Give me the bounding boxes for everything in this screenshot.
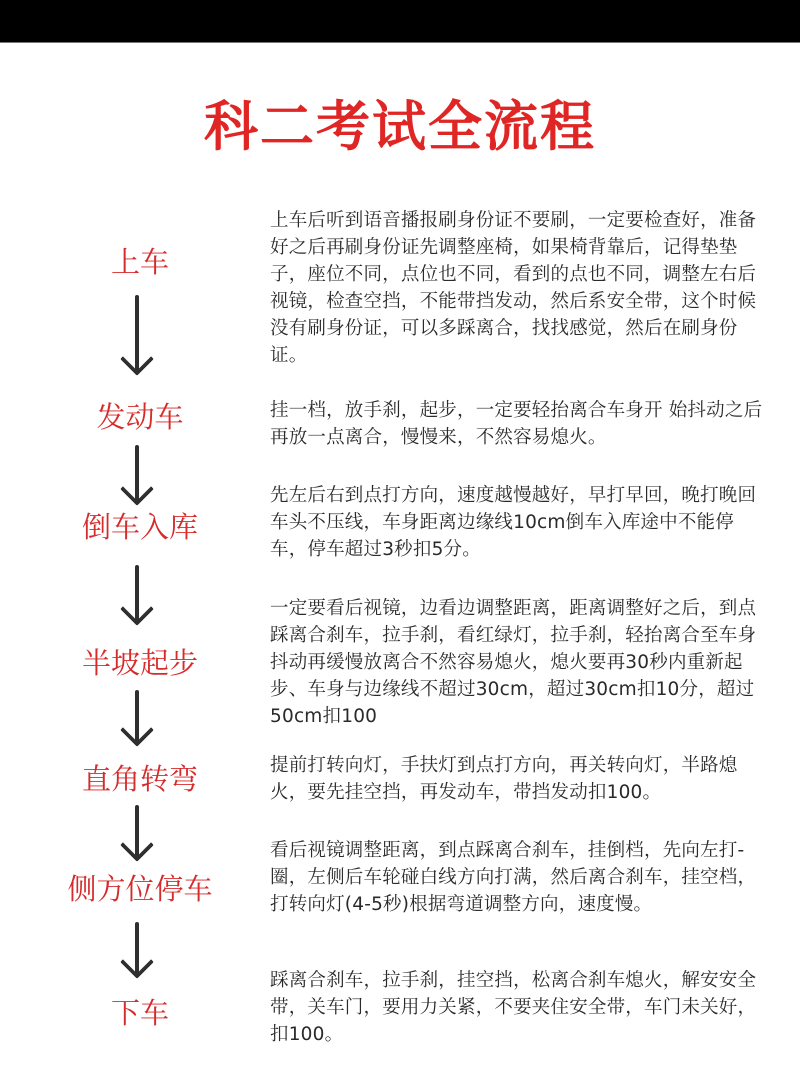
arrow-down-icon <box>122 445 152 505</box>
step-label-reverse-parking: 倒车入库 <box>81 510 198 544</box>
step-label-boarding: 上车 <box>110 245 169 279</box>
arrow-down-icon <box>122 295 152 375</box>
step-description-parallel-parking: 看后视镜调整距离，到点踩离合刹车，挂倒档，先向左打-圈，左侧后车轮碰白线方向打满，然后离合刹车，挂空档，打转向灯(4-5秒)根据弯道调整方向，速度慢。 <box>270 840 757 915</box>
step-label-parallel-parking: 侧方位停车 <box>67 872 213 906</box>
step-description-boarding: 上车后听到语音播报刷身份证不要刷，一定要检查好，准备好之后再刷身份证先调整座椅，如果椅背靠后，记得垫垫子，座位不同，点位也不同，看到的点也不同，调整左右后视镜，检查空挡，不能带挡发动，然后系安全带，这个时候没有刷身份证，可以多踩离合，找找感觉，然后在刷身份证。 <box>270 210 757 366</box>
step-description-reverse-parking: 先左后右到点打方向，速度越慢越好，早打早回，晚打晚回车头不压线，车身距离边缘线10cm倒车入库途中不能停车，停车超过3秒扣5分。 <box>270 485 757 560</box>
step-label-exit-vehicle: 下车 <box>110 996 169 1030</box>
step-description-hill-start: 一定要看后视镜，边看边调整距离，距离调整好之后，到点踩离合刹车，拉手刹，看红绿灯，拉手刹，轻抬离合至车身抖动再缓慢放离合不然容易熄火，熄火要再30秒内重新起步、车身与边缘线不超过30cm，超过30cm扣10分，超过50cm扣100 <box>270 598 757 727</box>
step-label-right-angle-turn: 直角转弯 <box>81 762 198 796</box>
step-label-start-engine: 发动车 <box>96 400 184 434</box>
step-description-exit-vehicle: 踩离合刹车，拉手刹，挂空挡，松离合刹车熄火，解安安全带，关车门，要用力关紧，不要夹住安全带，车门未关好，扣100。 <box>270 970 757 1045</box>
arrow-down-icon <box>122 805 152 860</box>
arrow-down-icon <box>122 922 152 977</box>
arrow-down-icon <box>122 690 152 745</box>
step-label-hill-start: 半坡起步 <box>81 646 198 680</box>
step-description-start-engine: 挂一档，放手刹，起步，一定要轻抬离合车身开 始抖动之后再放一点离合，慢慢来，不然容易熄火。 <box>270 400 763 448</box>
page-title: 科二考试全流程 <box>204 95 596 158</box>
top-bar <box>0 0 800 43</box>
step-description-right-angle-turn: 提前打转向灯，手扶灯到点打方向，再关转向灯，半路熄火，要先挂空挡，再发动车，带挡发动扣100。 <box>270 755 738 803</box>
arrow-down-icon <box>122 565 152 625</box>
